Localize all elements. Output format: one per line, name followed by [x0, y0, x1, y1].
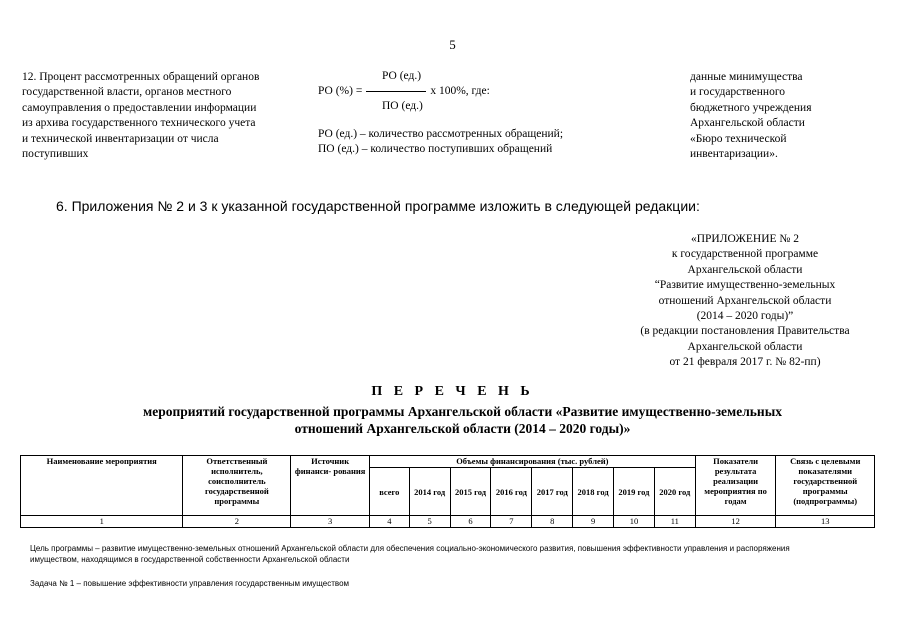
col-header-source: Источник финанси- рования	[291, 456, 370, 516]
appendix-line: (в редакции постановления Правительства	[640, 325, 850, 338]
source-line: бюджетного учреждения	[690, 101, 812, 114]
appendix-line: отношений Архангельской области	[658, 294, 832, 307]
appendix-line: (2014 – 2020 годы)”	[696, 310, 794, 323]
col-header-year: 2019 год	[614, 468, 655, 516]
col-header-total: всего	[369, 468, 409, 516]
appendix-line: к государственной программе	[671, 248, 819, 261]
col-number: 2	[183, 516, 291, 528]
appendix-header	[595, 232, 895, 371]
appendix-line: от 21 февраля 2017 г. № 82-пп)	[669, 356, 821, 369]
page-number: 5	[449, 37, 456, 52]
formula-definition-po: ПО (ед.) – количество поступивших обращений	[318, 143, 553, 155]
indicator-name-line: самоуправления о предоставлении информации	[22, 101, 257, 114]
col-header-name: Наименование мероприятия	[21, 456, 183, 516]
col-number: 6	[450, 516, 491, 528]
col-number: 10	[614, 516, 655, 528]
appendix-line: Архангельской области	[687, 340, 803, 353]
col-header-year: 2020 год	[654, 468, 695, 516]
col-number: 9	[573, 516, 614, 528]
formula-denominator: ПО (ед.)	[382, 100, 423, 112]
col-number: 4	[369, 516, 409, 528]
formula-equation	[318, 85, 490, 97]
formula-lhs: РО (%) =	[318, 85, 363, 97]
appendix-line: Архангельской области	[687, 263, 803, 276]
col-number: 7	[491, 516, 532, 528]
source-line: Архангельской области	[690, 117, 805, 130]
perechen-title: П Е Р Е Ч Е Н Ь	[371, 384, 534, 399]
indicator-name-line: и технической инвентаризации от числа	[22, 132, 219, 145]
indicator-name-line: 12. Процент рассмотренных обращений органов	[22, 71, 260, 83]
source-line: инвентаризации».	[690, 148, 778, 161]
col-number: 13	[776, 516, 875, 528]
col-header-volume: Объемы финансирования (тыс. рублей)	[369, 456, 695, 468]
task-1: Задача № 1 – повышение эффективности управления государственным имуществом	[30, 579, 350, 588]
col-number: 3	[291, 516, 370, 528]
fraction-line	[366, 91, 426, 92]
indicator-name-line: государственной власти, органов местного	[22, 86, 232, 99]
col-number: 1	[21, 516, 183, 528]
source-line: и государственного	[690, 86, 786, 99]
col-header-year: 2017 год	[532, 468, 573, 516]
activities-table	[20, 455, 875, 528]
perechen-subtitle-line: мероприятий государственной программы Архангельской области «Развитие имущественно-земельных	[143, 404, 782, 419]
source-line: «Бюро технической	[690, 132, 787, 145]
col-header-link: Связь с целевыми показателями государственной программы (подпрограммы)	[776, 456, 875, 516]
program-goal-line: имуществом, находящимся в государственной собственности Архангельской области	[30, 555, 350, 564]
perechen-subtitle-line: отношений Архангельской области (2014 – 2020 годы)»	[294, 421, 631, 436]
program-goal	[30, 543, 875, 565]
source-line: данные минимущества	[690, 71, 803, 83]
col-header-responsible: Ответственный исполнитель, соисполнитель государственной программы	[183, 456, 291, 516]
appendix-line: «ПРИЛОЖЕНИЕ № 2	[690, 233, 799, 245]
col-header-year: 2014 год	[409, 468, 450, 516]
formula-numerator: РО (ед.)	[382, 70, 422, 82]
col-header-year: 2018 год	[573, 468, 614, 516]
indicator-source	[690, 70, 890, 162]
program-goal-line: Цель программы – развитие имущественно-земельных отношений Архангельской области для обеспечения социально-экономического развития, повышения эффективности управления и распоряжения	[30, 544, 790, 553]
perechen-subtitle	[90, 403, 835, 437]
section-6-text: 6. Приложения № 2 и 3 к указанной государственной программе изложить в следующей редакции:	[56, 198, 700, 214]
indicator-name-line: из архива государственного технического учета	[22, 117, 256, 130]
indicator-name	[22, 70, 307, 162]
appendix-line: “Развитие имущественно-земельных	[654, 279, 836, 292]
col-header-indicators: Показатели результата реализации мероприятия по годам	[695, 456, 776, 516]
formula-definition-ro: РО (ед.) – количество рассмотренных обращений;	[318, 128, 564, 140]
formula-rhs: х 100%, где:	[430, 85, 490, 97]
col-number: 12	[695, 516, 776, 528]
col-number: 11	[654, 516, 695, 528]
col-number: 5	[409, 516, 450, 528]
table-row	[21, 516, 875, 528]
col-header-year: 2016 год	[491, 468, 532, 516]
col-header-year: 2015 год	[450, 468, 491, 516]
col-number: 8	[532, 516, 573, 528]
indicator-name-line: поступивших	[22, 148, 89, 161]
